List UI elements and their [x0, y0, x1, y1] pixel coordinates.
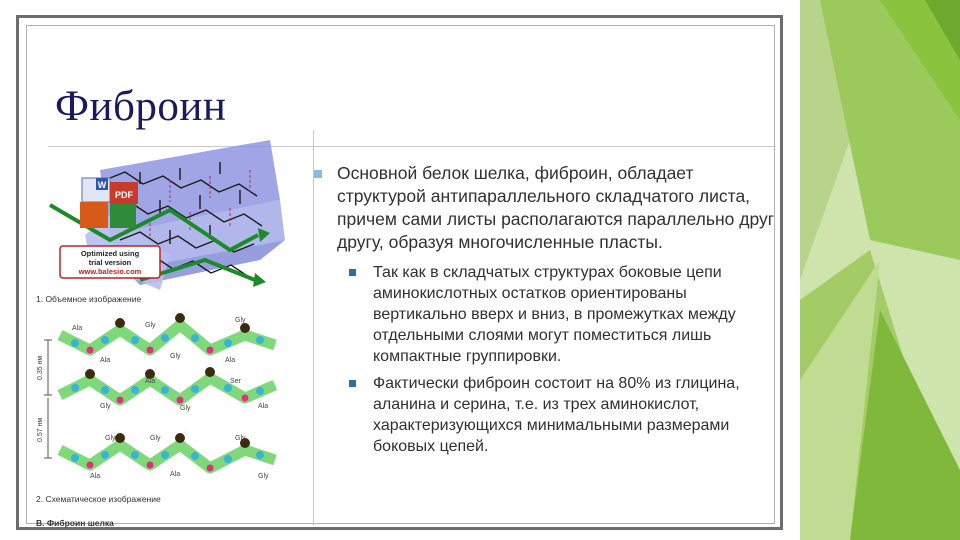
chain-label: Ala	[100, 357, 111, 364]
sub-bullet-text: Фактически фиброин состоит на 80% из глицина, аланина и серина, т.е. из трех аминокислот, характеризующихся минимальными размерами боковых цепей.	[373, 375, 740, 455]
svg-text:W: W	[97, 180, 107, 190]
sub-bullet	[348, 262, 778, 367]
chain-label: Gly	[258, 473, 269, 480]
square-bullet-icon	[314, 170, 322, 178]
chain-label: Gly	[150, 435, 161, 442]
chain-label: Gly	[145, 322, 156, 329]
sub-bullet	[348, 373, 778, 457]
svg-text:PDF: PDF	[115, 190, 133, 200]
chain-label: Gly	[235, 435, 246, 442]
dimension-label-035: 0.35 нм	[37, 355, 44, 380]
chain-label: Ala	[225, 357, 236, 364]
slide-title: Фиброин	[55, 83, 227, 130]
bullet-list	[312, 162, 782, 463]
chain-label: Ala	[90, 473, 101, 480]
square-bullet-icon	[349, 380, 356, 387]
bullet-main-text: Основной белок шелка, фиброин, обладает структурой антипараллельного складчатого листа, причем сами листы располагаются параллельно друг другу, образуя многочисленные пласты.	[337, 163, 775, 252]
figure-caption-3d: 1. Объемное изображение	[36, 294, 142, 304]
chain-label: Gly	[100, 403, 111, 410]
chain-label: Gly	[170, 353, 181, 360]
chain-label: Ala	[145, 378, 156, 385]
watermark-line1: Optimized using	[80, 249, 140, 258]
chain-label: Gly	[105, 435, 116, 442]
figure-caption-main: В. Фиброин шелка	[36, 518, 114, 528]
bullet-main	[312, 162, 782, 254]
fibroin-structure-figure	[30, 140, 308, 532]
watermark-badge	[60, 246, 160, 278]
chain-label: Ser	[230, 378, 241, 385]
figure-caption-schematic: 2. Схематическое изображение	[36, 494, 161, 504]
chain-label: Ala	[72, 325, 83, 332]
chain-label: Ala	[170, 471, 181, 478]
watermark-line2: trial version	[88, 258, 132, 267]
chain-label: Gly	[180, 405, 191, 412]
sub-bullet-text: Так как в складчатых структурах боковые цепи аминокислотных остатков ориентированы вертикально вверх и вниз, в промежутках между отдельными слоями могут поместиться лишь компактные группировки.	[373, 264, 736, 365]
square-bullet-icon	[349, 269, 356, 276]
watermark-line3: www.balesio.com	[78, 267, 142, 276]
chain-label: Ala	[258, 403, 269, 410]
dimension-label-057: 0.57 нм	[37, 417, 44, 442]
schematic-chains	[37, 311, 275, 481]
chain-label: Gly	[235, 317, 246, 324]
